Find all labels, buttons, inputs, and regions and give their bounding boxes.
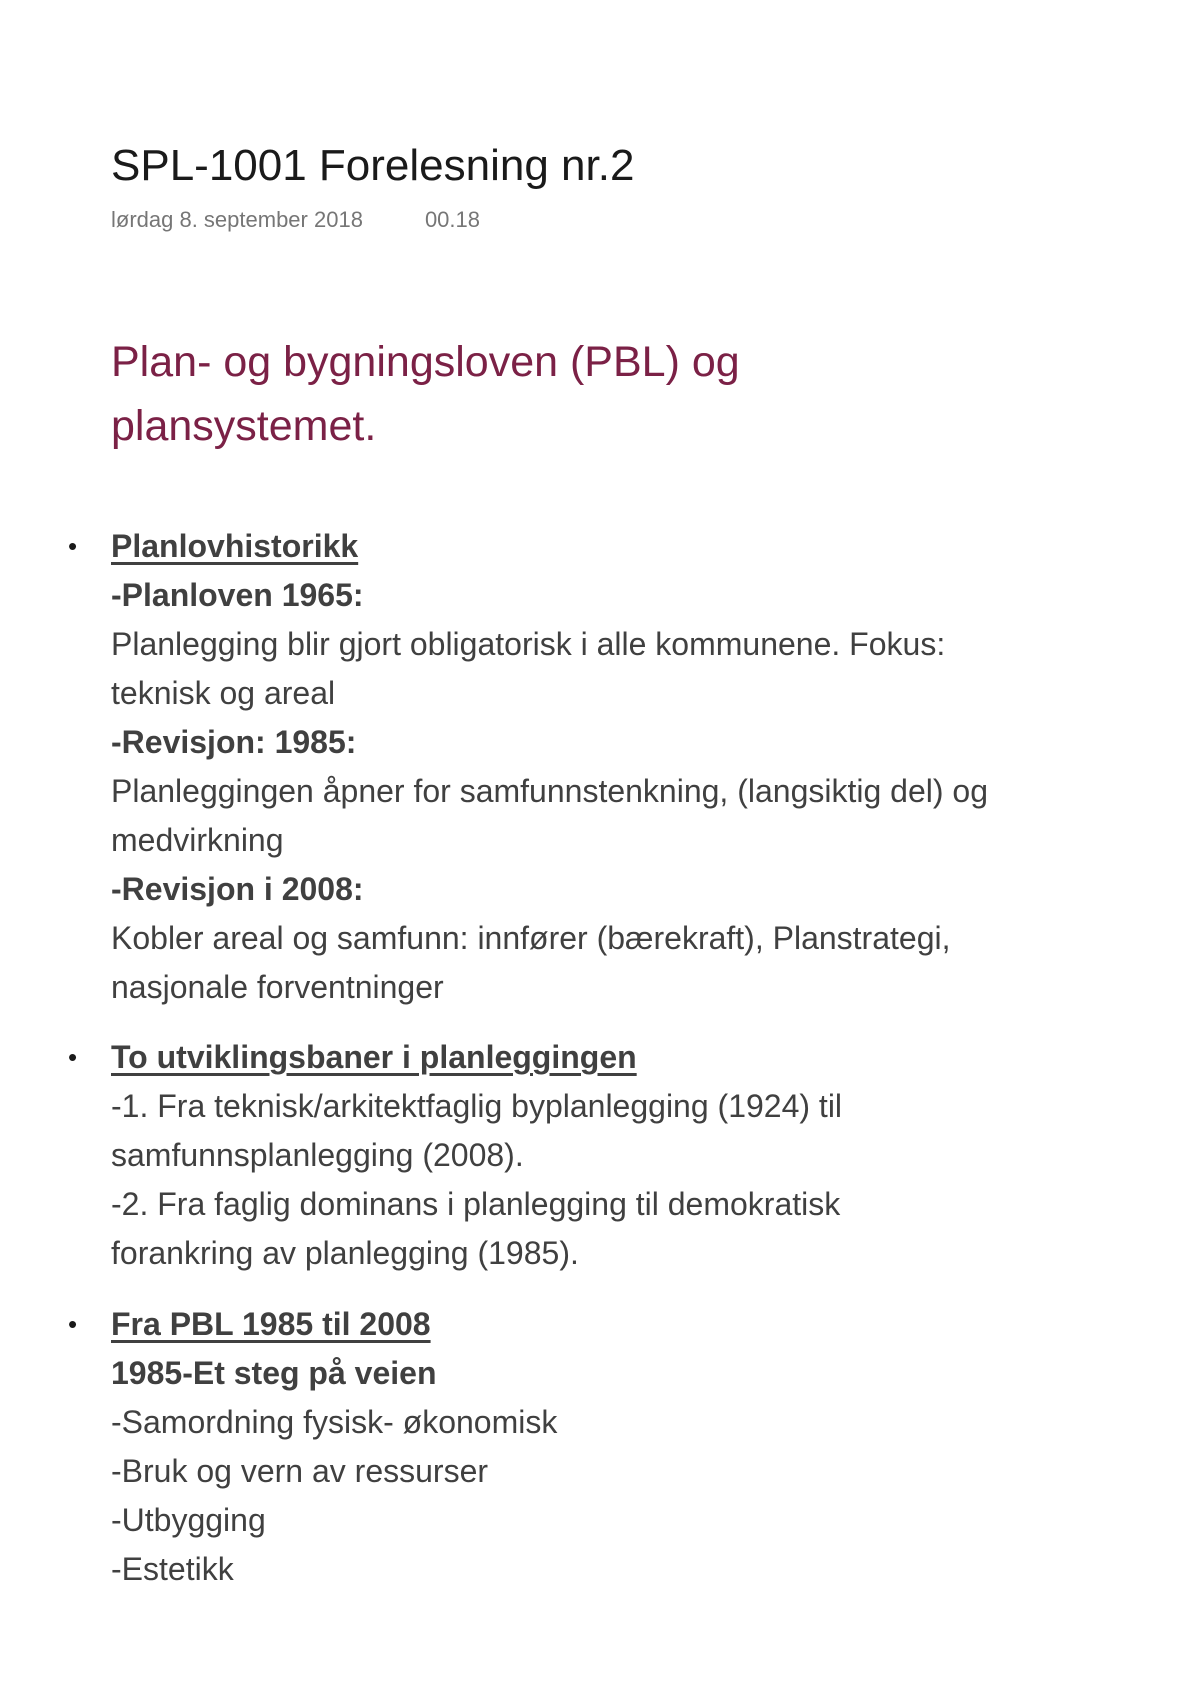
body-line: samfunnsplanlegging (2008). [111, 1137, 524, 1173]
bullet-header: To utviklingsbaner i planleggingen [111, 1039, 637, 1075]
body-line: forankring av planlegging (1985). [111, 1235, 579, 1271]
bullet-marker: • [68, 1309, 78, 1339]
body-line: -2. Fra faglig dominans i planlegging til demokratisk [111, 1186, 841, 1222]
bullet-marker: • [68, 531, 78, 561]
section-heading: Plan- og bygningsloven (PBL) og plansystemet. [111, 338, 740, 450]
page-timestamp [111, 206, 480, 234]
bullet-section-utviklingsbaner [68, 1033, 1131, 1278]
subheading-line: 1985-Et steg på veien [111, 1355, 437, 1391]
page-date: lørdag 8. september 2018 [111, 207, 363, 232]
body-line: Planlegging blir gjort obligatorisk i alle kommunene. Fokus: [111, 626, 946, 662]
bullet-header: Fra PBL 1985 til 2008 [111, 1306, 431, 1342]
body-line: Kobler areal og samfunn: innfører (bærekraft), Planstrategi, [111, 920, 951, 956]
body-line: -Samordning fysisk- økonomisk [111, 1404, 558, 1440]
body-line: medvirkning [111, 822, 284, 858]
page-title: SPL-1001 Forelesning nr.2 [111, 141, 635, 190]
body-line: -Estetikk [111, 1551, 234, 1587]
body-line: -Utbygging [111, 1502, 266, 1538]
bullet-section-planlovhistorikk [68, 522, 1131, 1012]
subheading-line: -Revisjon i 2008: [111, 871, 364, 907]
body-line: teknisk og areal [111, 675, 336, 711]
body-line: -Bruk og vern av ressurser [111, 1453, 489, 1489]
bullet-section-pbl-1985-2008 [68, 1300, 1131, 1594]
bullet-marker: • [68, 1042, 78, 1072]
bullet-header: Planlovhistorikk [111, 528, 359, 564]
body-line: nasjonale forventninger [111, 969, 444, 1005]
subheading-line: -Planloven 1965: [111, 577, 364, 613]
body-line: -1. Fra teknisk/arkitektfaglig byplanlegging (1924) til [111, 1088, 843, 1124]
body-line: Planleggingen åpner for samfunnstenkning, (langsiktig del) og [111, 773, 988, 809]
page-time: 00.18 [424, 207, 480, 232]
subheading-line: -Revisjon: 1985: [111, 724, 357, 760]
